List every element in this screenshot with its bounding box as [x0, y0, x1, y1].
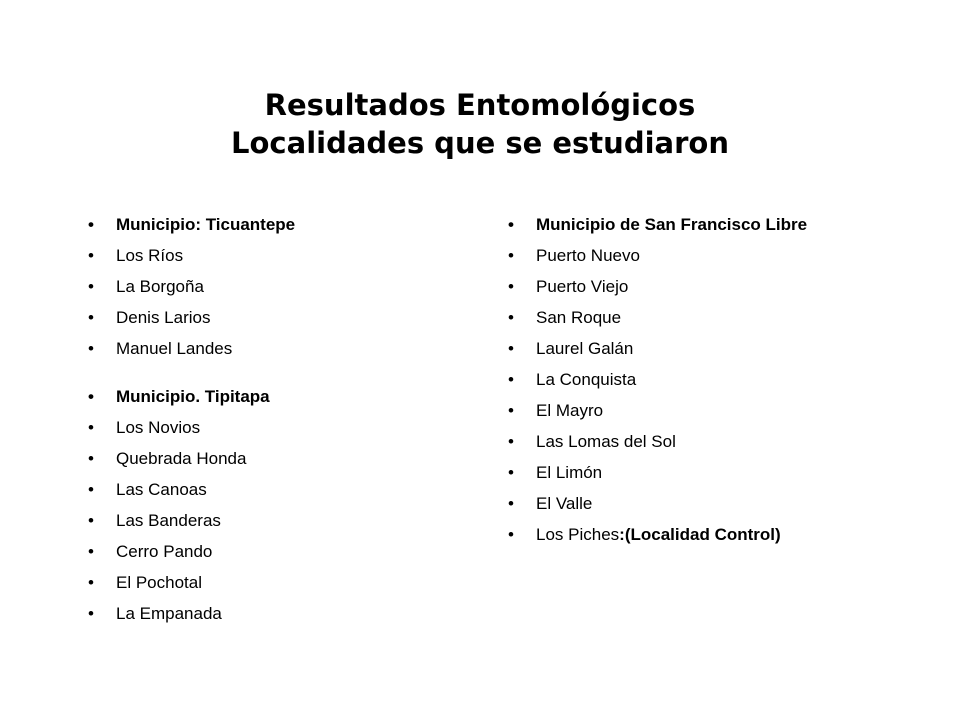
list-item-label: La Empanada [116, 604, 222, 623]
list-item-label: El Pochotal [116, 573, 202, 592]
list-item-label: Municipio de San Francisco Libre [536, 215, 808, 234]
list-item-label: Municipio: Ticuantepe [116, 215, 296, 234]
list-item [88, 276, 448, 298]
bullet-icon: • [88, 449, 94, 468]
bullet-icon: • [88, 215, 94, 234]
list-item [88, 572, 448, 594]
list-item [88, 510, 448, 532]
title-line-2: Localidades que se estudiaron [231, 126, 729, 160]
list-item-label: La Borgoña [116, 277, 204, 296]
bullet-icon: • [88, 604, 94, 623]
list-item [88, 307, 448, 329]
list-item [508, 431, 868, 453]
list-item-label: Los Novios [116, 418, 201, 437]
bullet-icon: • [88, 511, 94, 530]
list-item-label: Cerro Pando [116, 542, 213, 561]
bullet-icon: • [508, 277, 514, 296]
bullet-icon: • [508, 432, 514, 451]
list-item-label: La Conquista [536, 370, 637, 389]
bullet-icon: • [508, 525, 514, 544]
slide-title [0, 86, 960, 162]
list-item [508, 493, 868, 515]
list-item [88, 417, 448, 439]
bullet-icon: • [508, 339, 514, 358]
list-item [88, 603, 448, 625]
list-item-label: Laurel Galán [536, 339, 634, 358]
municipio-ticuantepe-heading [88, 214, 448, 236]
bullet-icon: • [508, 463, 514, 482]
list-item [88, 245, 448, 267]
bullet-icon: • [508, 246, 514, 265]
list-item [88, 338, 448, 360]
list-item [508, 245, 868, 267]
list-item-label: Quebrada Honda [116, 449, 247, 468]
bullet-icon: • [88, 308, 94, 327]
list-item [508, 369, 868, 391]
list-item-label: Puerto Nuevo [536, 246, 640, 265]
control-locality-name: Los Piches [536, 525, 620, 544]
list-item [88, 479, 448, 501]
list-item-label: Denis Larios [116, 308, 211, 327]
list-item-control-locality [508, 524, 868, 546]
list-item-label: Las Canoas [116, 480, 207, 499]
list-item-label: El Valle [536, 494, 593, 513]
list-item [88, 448, 448, 470]
bullet-icon: • [508, 401, 514, 420]
list-item-label: Las Banderas [116, 511, 221, 530]
municipio-tipitapa-heading [88, 386, 448, 408]
list-item [508, 400, 868, 422]
left-column-list [88, 214, 448, 634]
bullet-icon: • [88, 418, 94, 437]
bullet-icon: • [88, 387, 94, 406]
list-item-label: San Roque [536, 308, 622, 327]
bullet-icon: • [88, 339, 94, 358]
bullet-icon: • [508, 370, 514, 389]
bullet-icon: • [88, 480, 94, 499]
bullet-icon: • [508, 494, 514, 513]
list-item-label: Las Lomas del Sol [536, 432, 676, 451]
control-locality-note: :(Localidad Control) [619, 525, 781, 544]
list-item [508, 462, 868, 484]
list-item-label: El Limón [536, 463, 603, 482]
list-item [508, 338, 868, 360]
list-item [88, 541, 448, 563]
list-item-label: Puerto Viejo [536, 277, 629, 296]
bullet-icon: • [88, 542, 94, 561]
municipio-san-francisco-libre-heading [508, 214, 868, 236]
right-column-list [508, 214, 868, 555]
bullet-icon: • [508, 308, 514, 327]
list-item-label: Municipio. Tipitapa [116, 387, 270, 406]
list-item [508, 276, 868, 298]
bullet-icon: • [508, 215, 514, 234]
bullet-icon: • [88, 573, 94, 592]
bullet-icon: • [88, 277, 94, 296]
list-item-label: El Mayro [536, 401, 604, 420]
list-item-label: Manuel Landes [116, 339, 233, 358]
list-item [508, 307, 868, 329]
title-line-1: Resultados Entomológicos [264, 88, 696, 122]
list-item-label: Los Ríos [116, 246, 184, 265]
bullet-icon: • [88, 246, 94, 265]
